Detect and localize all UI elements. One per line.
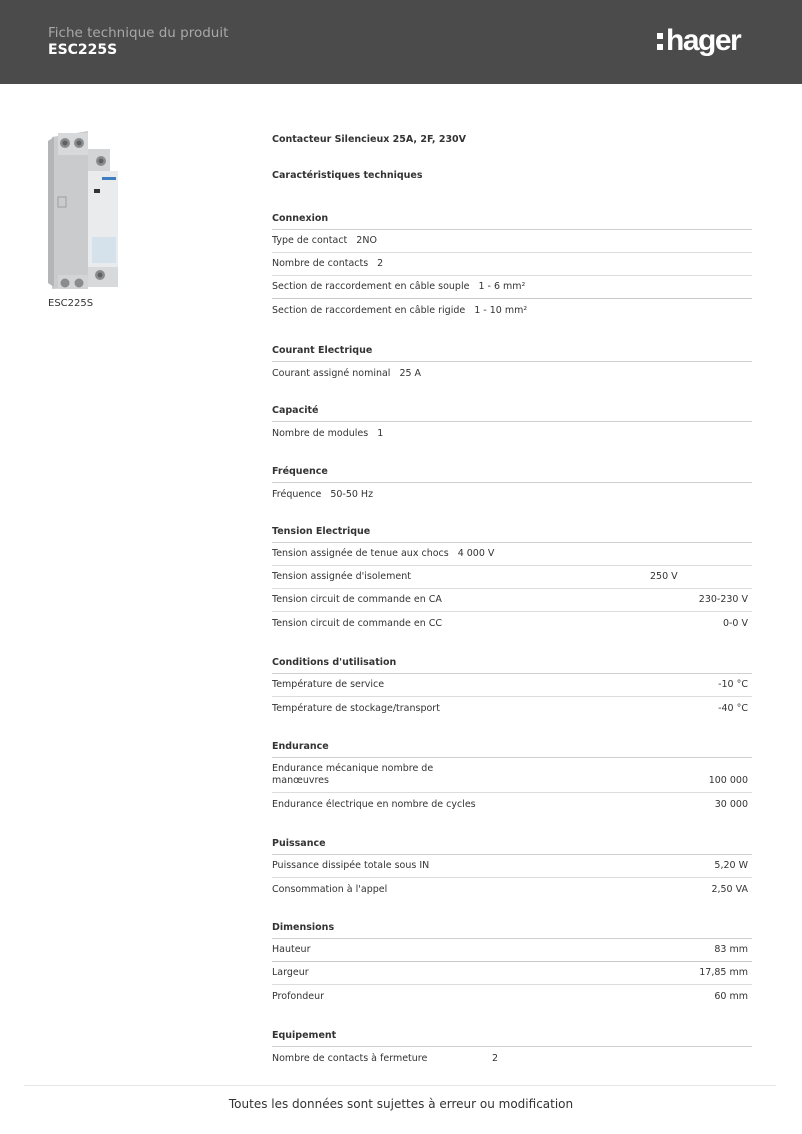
hager-logo: hager — [657, 24, 740, 58]
spec-row: Section de raccordement en câble souple 1 - 6 mm² — [272, 276, 752, 299]
spec-row: Tension circuit de commande en CC 0-0 V — [272, 618, 748, 629]
page-header — [0, 0, 802, 84]
spec-row: Hauteur 83 mm — [272, 939, 752, 962]
spec-row: Température de stockage/transport -40 °C — [272, 703, 748, 714]
footer-divider — [24, 1085, 776, 1086]
spec-row: Largeur 17,85 mm — [272, 962, 752, 985]
section-title: Fréquence — [272, 463, 752, 483]
spec-row: Nombre de modules 1 — [272, 428, 384, 439]
section-title: Endurance — [272, 738, 752, 758]
spec-row: Température de service -10 °C — [272, 674, 752, 697]
spec-row: Fréquence 50-50 Hz — [272, 489, 374, 500]
spec-row: Tension circuit de commande en CA 230-230 V — [272, 589, 752, 612]
section-conditions-utilisation — [272, 654, 752, 720]
spec-row: Nombre de contacts à fermeture 2 — [272, 1053, 499, 1064]
spec-row: Nombre de contacts 2 — [272, 253, 752, 276]
section-title: Capacité — [272, 402, 752, 422]
section-frequence — [272, 463, 752, 506]
section-title: Tension Electrique — [272, 523, 752, 543]
product-reference-title: ESC225S — [48, 42, 118, 58]
logo-colon-icon — [657, 33, 664, 53]
section-endurance — [272, 738, 752, 816]
spec-row: Endurance mécanique nombre de manœuvres 100 000 — [272, 758, 752, 793]
spec-row: Endurance électrique en nombre de cycles 30 000 — [272, 799, 748, 810]
section-connexion — [272, 210, 752, 322]
section-capacite — [272, 402, 752, 445]
spec-row: Profondeur 60 mm — [272, 991, 748, 1002]
spec-row: Tension assignée d'isolement 250 V — [272, 566, 752, 589]
section-tension-electrique — [272, 523, 752, 635]
spec-row: Puissance dissipée totale sous IN 5,20 W — [272, 855, 752, 878]
technical-characteristics-title: Caractéristiques techniques — [272, 170, 423, 181]
product-name: Contacteur Silencieux 25A, 2F, 230V — [272, 134, 467, 145]
spec-row: Tension assignée de tenue aux chocs 4 000 V — [272, 543, 752, 566]
section-puissance — [272, 835, 752, 901]
section-courant-electrique — [272, 342, 752, 385]
section-title: Conditions d'utilisation — [272, 654, 752, 674]
section-title: Equipement — [272, 1027, 752, 1047]
spec-row: Courant assigné nominal 25 A — [272, 368, 422, 379]
section-title: Dimensions — [272, 919, 752, 939]
document-subtitle: Fiche technique du produit — [48, 25, 229, 41]
footer-disclaimer: Toutes les données sont sujettes à erreur ou modification — [228, 1097, 574, 1111]
spec-row: Section de raccordement en câble rigide 1 - 10 mm² — [272, 305, 528, 316]
spec-row: Type de contact 2NO — [272, 230, 752, 253]
section-title: Puissance — [272, 835, 752, 855]
product-image-caption: ESC225S — [48, 298, 94, 309]
product-image — [44, 127, 120, 292]
section-title: Connexion — [272, 210, 752, 230]
section-equipement — [272, 1027, 752, 1070]
section-title: Courant Electrique — [272, 342, 752, 362]
section-dimensions — [272, 919, 752, 1008]
spec-row: Consommation à l'appel 2,50 VA — [272, 884, 748, 895]
